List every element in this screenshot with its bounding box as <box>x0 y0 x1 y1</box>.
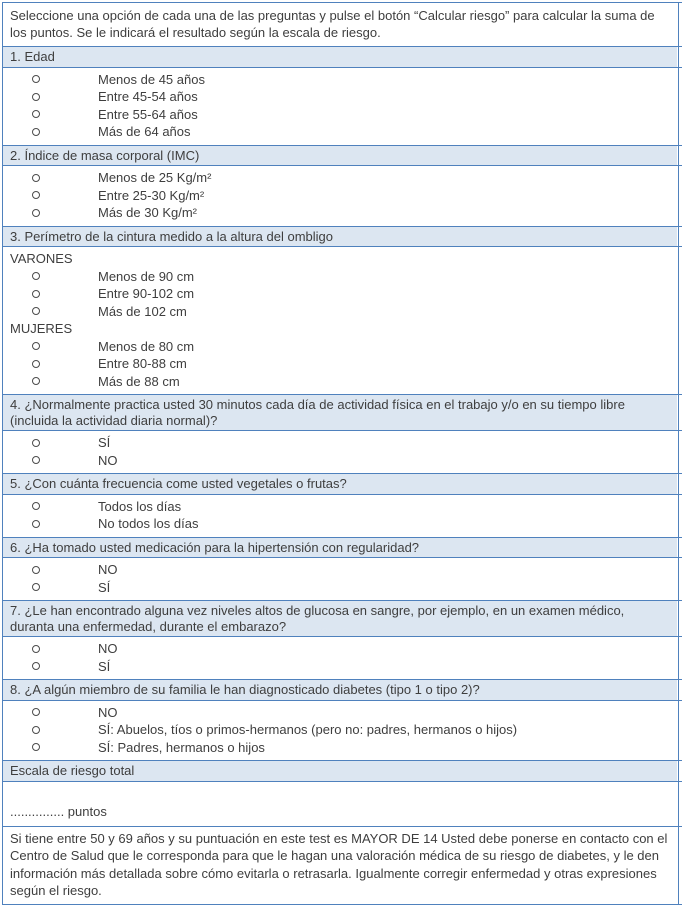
radio-option[interactable] <box>3 704 677 722</box>
question-7-header-row <box>3 601 682 637</box>
form-instructions: Seleccione una opción de cada una de las preguntas y pulse el botón “Calcular riesgo” para calcular la suma de los puntos. Se le indicará el resultado según la escala de riesgo. <box>10 8 655 40</box>
option-label[interactable]: Entre 80-88 cm <box>98 356 187 371</box>
group-label-varones: VARONES <box>10 251 73 266</box>
option-label[interactable]: Más de 102 cm <box>98 303 187 319</box>
question-5-title: 5. ¿Con cuánta frecuencia come usted vegetales o frutas? <box>3 474 677 494</box>
question-6-header-row <box>3 538 682 559</box>
question-4-header-row <box>3 395 682 431</box>
question-5-options-row <box>3 495 682 538</box>
question-6-options-row <box>3 558 682 601</box>
radio-icon[interactable] <box>32 520 40 528</box>
question-2-header-row <box>3 146 682 167</box>
question-8-options <box>3 701 677 761</box>
question-4-options-row <box>3 431 682 474</box>
question-7-title: 7. ¿Le han encontrado alguna vez niveles altos de glucosa en sangre, por ejemplo, en un examen médico, duranta una enfermedad, durante el embarazo? <box>3 601 677 636</box>
question-3-header-row <box>3 227 682 248</box>
radio-option[interactable] <box>3 268 677 286</box>
radio-option[interactable] <box>3 204 677 222</box>
radio-icon[interactable] <box>32 360 40 368</box>
option-label[interactable]: Menos de 90 cm <box>98 268 195 284</box>
radio-option[interactable] <box>3 285 677 303</box>
table-right-border <box>678 2 680 905</box>
radio-option[interactable] <box>3 338 677 356</box>
option-label[interactable]: NO <box>98 641 118 656</box>
result-header-row <box>3 761 682 782</box>
radio-icon[interactable] <box>32 708 40 716</box>
radio-icon[interactable] <box>32 75 40 83</box>
radio-icon[interactable] <box>32 662 40 670</box>
radio-option[interactable] <box>3 515 677 533</box>
radio-option[interactable] <box>3 88 677 106</box>
option-label[interactable]: SÍ: Abuelos, tíos o primos-hermanos (pero no: padres, hermanos o hijos) <box>98 722 518 737</box>
radio-icon[interactable] <box>32 645 40 653</box>
radio-icon[interactable] <box>32 209 40 217</box>
radio-icon[interactable] <box>32 726 40 734</box>
footer-note: Si tiene entre 50 y 69 años y su puntuación en este test es MAYOR DE 14 Usted debe ponerse en contacto con el Centro de Salud que le corresponda para que le hagan una valoración médica de su riesgo de diabetes, y le den información más detallada sobre cómo evitarla o retrasarla. Igualmente corregir enfermedad y otras expresiones según el riesgo. <box>10 830 668 898</box>
question-7-options-row <box>3 637 682 680</box>
question-5-options <box>3 495 677 537</box>
option-label[interactable]: No todos los días <box>98 516 199 531</box>
radio-option[interactable] <box>3 106 677 124</box>
radio-option[interactable] <box>3 640 677 658</box>
radio-icon[interactable] <box>32 174 40 182</box>
radio-option[interactable] <box>3 373 677 391</box>
radio-option[interactable] <box>3 169 677 187</box>
question-8-options-row <box>3 701 682 762</box>
option-label[interactable]: Menos de 80 cm <box>98 338 195 354</box>
radio-option[interactable] <box>3 452 677 470</box>
option-label[interactable]: Más de 30 Kg/m² <box>98 205 197 220</box>
question-2-title: 2. Índice de masa corporal (IMC) <box>3 146 677 166</box>
option-label[interactable]: SÍ: Padres, hermanos o hijos <box>98 739 265 755</box>
question-1-title: 1. Edad <box>3 47 677 67</box>
question-4-options <box>3 431 677 473</box>
radio-icon[interactable] <box>32 93 40 101</box>
group-label-mujeres: MUJERES <box>10 321 73 336</box>
question-2-options <box>3 166 677 226</box>
question-4-title: 4. ¿Normalmente practica usted 30 minutos cada día de actividad física en el trabajo y/o en su tiempo libre (incluida la actividad diaria normal)? <box>3 395 677 430</box>
radio-icon[interactable] <box>32 128 40 136</box>
radio-option[interactable] <box>3 123 677 141</box>
result-points-row <box>3 782 682 827</box>
option-label[interactable]: SÍ <box>98 658 111 674</box>
radio-option[interactable] <box>3 658 677 676</box>
question-7-options <box>3 637 677 679</box>
radio-option[interactable] <box>3 721 677 739</box>
option-label[interactable]: NO <box>98 562 118 577</box>
option-label[interactable]: Menos de 25 Kg/m² <box>98 170 212 185</box>
radio-icon[interactable] <box>32 566 40 574</box>
question-6-title: 6. ¿Ha tomado usted medicación para la hipertensión con regularidad? <box>3 538 677 558</box>
option-label[interactable]: Más de 88 cm <box>98 373 180 389</box>
option-label[interactable]: Entre 90-102 cm <box>98 286 195 301</box>
question-2-options-row <box>3 166 682 227</box>
radio-option[interactable] <box>3 434 677 452</box>
radio-icon[interactable] <box>32 456 40 464</box>
radio-option[interactable] <box>3 579 677 597</box>
radio-icon[interactable] <box>32 342 40 350</box>
question-5-header-row <box>3 474 682 495</box>
radio-option[interactable] <box>3 739 677 757</box>
intro-row <box>3 3 682 47</box>
question-1-options-row <box>3 68 682 146</box>
radio-icon[interactable] <box>32 439 40 447</box>
radio-option[interactable] <box>3 71 677 89</box>
option-label[interactable]: Todos los días <box>98 498 182 514</box>
points-result: ............... puntos <box>10 803 107 819</box>
footer-note-row <box>3 827 682 905</box>
question-3-options-row <box>3 247 682 395</box>
radio-option[interactable] <box>3 187 677 205</box>
radio-option[interactable] <box>3 498 677 516</box>
option-label[interactable]: NO <box>98 452 118 468</box>
radio-icon[interactable] <box>32 743 40 751</box>
option-label[interactable]: Menos de 45 años <box>98 71 205 87</box>
radio-icon[interactable] <box>32 191 40 199</box>
option-label[interactable]: SÍ <box>98 579 111 595</box>
option-label[interactable]: Entre 45-54 años <box>98 89 198 104</box>
question-1-options <box>3 68 677 145</box>
radio-icon[interactable] <box>32 290 40 298</box>
diabetes-risk-form <box>2 2 682 905</box>
result-title: Escala de riesgo total <box>3 761 677 781</box>
option-label[interactable]: Entre 55-64 años <box>98 106 198 122</box>
radio-option[interactable] <box>3 303 677 321</box>
radio-option[interactable] <box>3 355 677 373</box>
option-label[interactable]: SÍ <box>98 435 111 450</box>
radio-option[interactable] <box>3 561 677 579</box>
radio-icon[interactable] <box>32 377 40 385</box>
radio-icon[interactable] <box>32 583 40 591</box>
radio-icon[interactable] <box>32 110 40 118</box>
question-6-options <box>3 558 677 600</box>
option-label[interactable]: Entre 25-30 Kg/m² <box>98 187 205 203</box>
option-label[interactable]: Más de 64 años <box>98 124 191 139</box>
option-label[interactable]: NO <box>98 704 118 720</box>
question-1-header-row <box>3 47 682 68</box>
radio-icon[interactable] <box>32 272 40 280</box>
question-3-options <box>3 247 677 394</box>
question-3-title: 3. Perímetro de la cintura medido a la altura del ombligo <box>3 227 677 247</box>
radio-icon[interactable] <box>32 502 40 510</box>
radio-icon[interactable] <box>32 307 40 315</box>
question-8-header-row <box>3 680 682 701</box>
question-8-title: 8. ¿A algún miembro de su familia le han diagnosticado diabetes (tipo 1 o tipo 2)? <box>3 680 677 700</box>
